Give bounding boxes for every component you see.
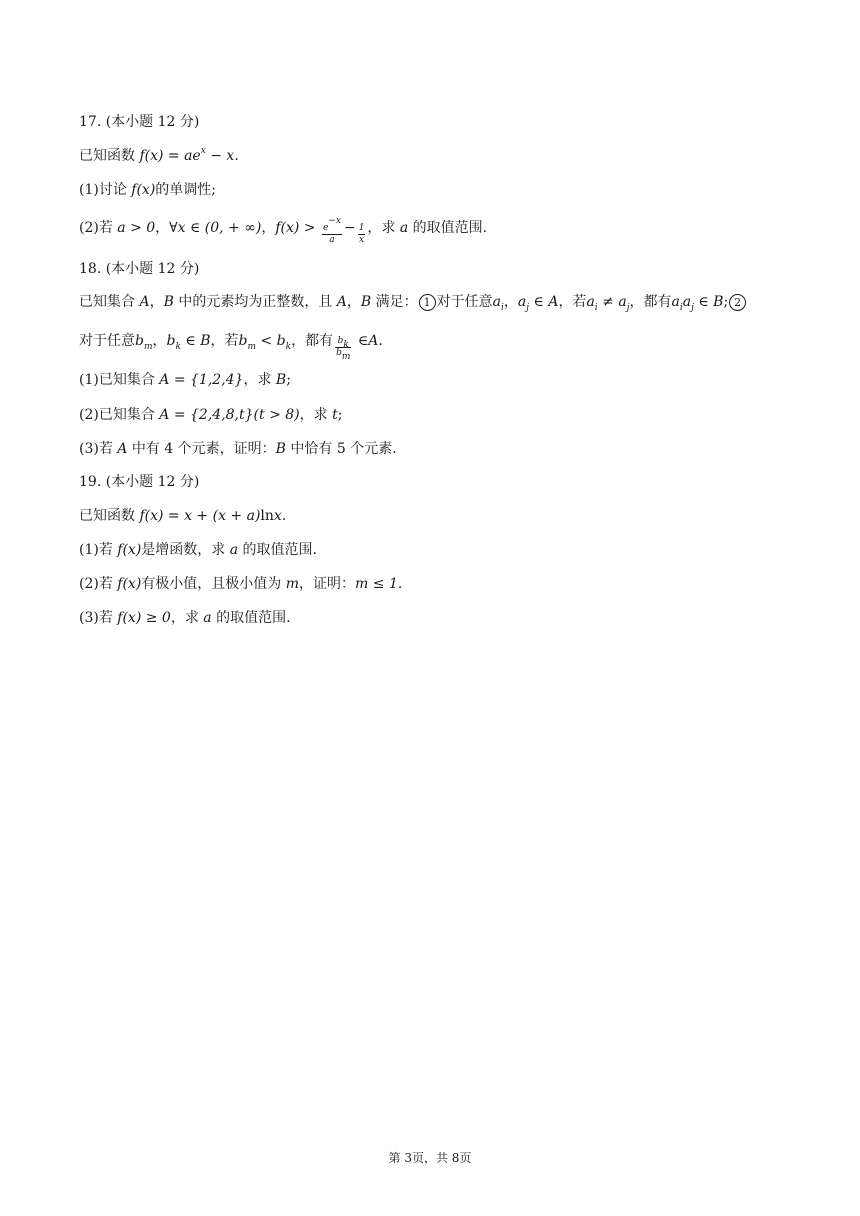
text: ，证明：	[299, 576, 356, 592]
text: 满足：	[371, 294, 418, 310]
problem-17-intro	[79, 146, 800, 166]
math: − x.	[205, 148, 239, 164]
text: ;	[723, 294, 729, 310]
fraction	[358, 223, 366, 246]
math: a	[229, 542, 239, 558]
math: b	[135, 333, 144, 349]
text: (1)已知集合	[79, 372, 160, 388]
math: A = {2,4,8,t}(t > 8)	[159, 407, 300, 423]
math: ∈ B	[693, 294, 724, 310]
text: ，	[503, 294, 518, 310]
text: ，	[152, 333, 167, 349]
problem-19-intro	[79, 506, 800, 526]
math-exponent: −x	[328, 216, 341, 226]
math-subscript: k	[343, 340, 349, 350]
math: a > 0	[117, 220, 156, 236]
text: ，求	[367, 220, 400, 236]
page-number: 第 3页，共 8页	[388, 1151, 472, 1165]
math: a	[517, 294, 527, 310]
math: f(x)	[117, 542, 142, 558]
math: b	[276, 333, 286, 349]
problem-19-header	[79, 472, 800, 492]
math-subscript: j	[691, 303, 694, 313]
math-subscript: i	[501, 303, 504, 313]
math: f(x) = x + (x + a)	[139, 508, 261, 524]
math-subscript: j	[626, 303, 630, 313]
text: 已知函数	[79, 148, 140, 164]
math: m ≤ 1.	[355, 576, 403, 592]
text: 的取值范围.	[238, 542, 318, 558]
circled-number-2: 2	[729, 294, 746, 311]
circled-number-1: 1	[419, 294, 436, 311]
math: b	[238, 333, 248, 349]
text: ，求	[243, 372, 276, 388]
text: (2)已知集合	[79, 407, 160, 423]
problem-19-q3	[79, 608, 800, 628]
math: <	[256, 333, 277, 349]
problem-19-title: 19. (本小题 12 分)	[79, 474, 200, 490]
text: (3)若	[79, 610, 118, 626]
math-subscript: m	[341, 352, 351, 362]
math: A	[139, 294, 150, 310]
problem-18-intro-line2	[79, 331, 800, 362]
math-subscript: j	[526, 303, 530, 313]
math: f(x) >	[275, 220, 316, 236]
problem-17-header	[79, 112, 800, 132]
text: (2)若	[79, 576, 118, 592]
math: ∈A.	[353, 333, 383, 349]
math: f(x) ≥ 0	[117, 610, 171, 626]
text: 对于任意	[79, 333, 135, 349]
math: a	[618, 294, 627, 310]
problem-17-q2	[79, 218, 800, 246]
math-subscript: i	[594, 303, 598, 313]
fraction-numerator: b	[337, 336, 344, 346]
text: ，	[261, 220, 276, 236]
text: ，若	[210, 333, 239, 349]
text: ;	[337, 407, 343, 423]
math: ∈ A	[529, 294, 559, 310]
math: A	[117, 441, 128, 457]
math: a	[203, 610, 212, 626]
math: a	[399, 220, 409, 236]
problem-19-q1	[79, 540, 800, 560]
text: 的取值范围.	[408, 220, 488, 236]
math: B	[275, 441, 286, 457]
text: 有极小值，且极小值为	[141, 576, 286, 592]
text: 中有 4 个元素，证明：	[127, 441, 276, 457]
math: B	[275, 372, 287, 388]
text: ，求	[170, 610, 204, 626]
text: 已知函数	[79, 508, 140, 524]
math: f(x)	[131, 182, 156, 198]
fraction	[335, 336, 351, 362]
problem-18-q1	[79, 370, 800, 390]
math-subscript: m	[247, 342, 257, 352]
text: (3)若	[79, 441, 118, 457]
math-subscript: k	[175, 342, 181, 352]
math-ln: ln	[260, 508, 274, 524]
text: 已知集合	[79, 294, 140, 310]
math: x.	[273, 508, 287, 524]
fraction-numerator: 1	[358, 223, 365, 233]
problem-18-intro-line1	[79, 292, 800, 312]
math: a	[682, 294, 692, 310]
math: x ∈ (0, + ∞)	[177, 220, 262, 236]
problem-17-q1	[79, 180, 800, 200]
math: f(x)	[117, 576, 142, 592]
text: ，都有	[629, 294, 672, 310]
text: 是增函数，求	[141, 542, 230, 558]
text: (1)讨论	[79, 182, 132, 198]
text: ，	[149, 294, 164, 310]
math: m	[285, 576, 300, 592]
text: 的单调性;	[155, 182, 217, 198]
fraction-numerator: e	[323, 223, 329, 233]
fraction-denominator: b	[336, 348, 342, 358]
problem-19-q2	[79, 574, 800, 594]
math: A = {1,2,4}	[159, 372, 244, 388]
text: ，若	[558, 294, 587, 310]
text: ，∀	[155, 220, 178, 236]
text: 对于任意	[436, 294, 493, 310]
math-exponent: x	[200, 146, 206, 156]
text: (1)若	[79, 542, 118, 558]
math: A	[336, 294, 347, 310]
math: −	[343, 220, 356, 236]
problem-18-q2	[79, 405, 800, 425]
text: 中恰有 5 个元素.	[285, 441, 397, 457]
math: ∈ B	[180, 333, 211, 349]
problem-18-header	[79, 259, 800, 279]
fraction-denominator: x	[359, 235, 365, 245]
problem-17-title: 17. (本小题 12 分)	[79, 114, 200, 130]
text: (2)若	[79, 220, 118, 236]
math-subscript: k	[285, 342, 292, 352]
page-footer	[0, 1150, 860, 1166]
text: ，	[346, 294, 361, 310]
math: ≠	[597, 294, 619, 310]
math: t	[332, 407, 338, 423]
problem-18-title: 18. (本小题 12 分)	[79, 261, 200, 277]
math: a	[492, 294, 502, 310]
text: ，都有	[291, 333, 334, 349]
math: f(x) = ae	[139, 148, 201, 164]
fraction-denominator: a	[329, 235, 335, 245]
math-subscript: m	[143, 342, 153, 352]
text: 中的元素均为正整数，且	[173, 294, 337, 310]
math-subscript: i	[679, 303, 683, 313]
math: b	[166, 333, 176, 349]
text: ，求	[299, 407, 333, 423]
fraction	[322, 216, 342, 246]
math: a	[671, 294, 680, 310]
text: 的取值范围.	[211, 610, 291, 626]
math: a	[586, 294, 595, 310]
math: B	[163, 294, 174, 310]
math: B	[360, 294, 372, 310]
problem-18-q3	[79, 439, 800, 459]
text: ;	[286, 372, 291, 388]
